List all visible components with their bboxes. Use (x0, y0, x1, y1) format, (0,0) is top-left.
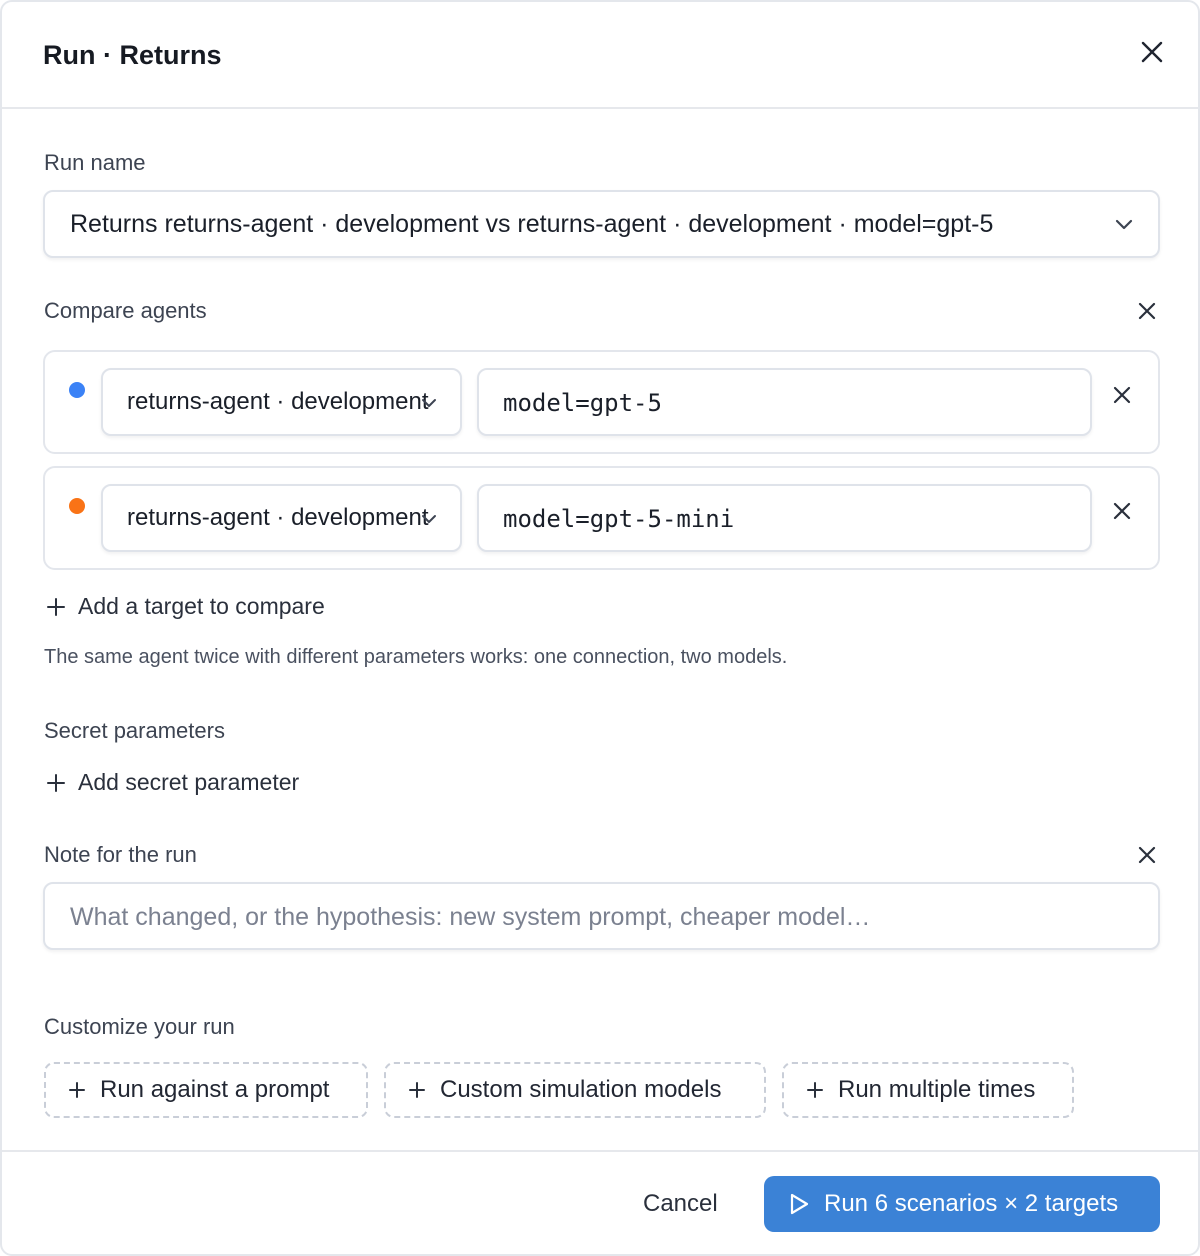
target-row (43, 350, 1160, 454)
run-multiple-times-chip[interactable] (782, 1062, 1074, 1118)
remove-compare-section-icon[interactable] (1136, 300, 1158, 322)
agent-select-value: returns-agent · development (127, 388, 429, 415)
remove-note-icon[interactable] (1136, 844, 1158, 866)
cancel-button[interactable]: Cancel (643, 1190, 718, 1217)
run-name-label: Run name (44, 150, 146, 175)
remove-target-icon[interactable] (1111, 500, 1133, 522)
agent-select[interactable] (101, 368, 462, 436)
run-against-prompt-chip[interactable] (44, 1062, 368, 1118)
params-input[interactable] (477, 484, 1092, 552)
chip-label: Run against a prompt (100, 1076, 330, 1103)
run-name-value: Returns returns-agent · development vs returns-agent · development · model=gpt-5 (70, 210, 994, 238)
plus-icon (408, 1081, 426, 1099)
dialog-header (2, 2, 1198, 109)
params-value: model=gpt-5 (503, 389, 662, 417)
plus-icon (46, 597, 66, 617)
params-input[interactable] (477, 368, 1092, 436)
agent-select[interactable] (101, 484, 462, 552)
params-value: model=gpt-5-mini (503, 505, 735, 533)
add-target-label: Add a target to compare (78, 593, 325, 619)
note-placeholder: What changed, or the hypothesis: new system prompt, cheaper model… (70, 903, 871, 931)
note-input[interactable] (43, 882, 1160, 950)
plus-icon (806, 1081, 824, 1099)
agent-select-value: returns-agent · development (127, 504, 429, 531)
customize-label: Customize your run (44, 1014, 235, 1039)
plus-icon (46, 773, 66, 793)
target-row (43, 466, 1160, 570)
compare-hint: The same agent twice with different parameters works: one connection, two models. (44, 646, 788, 668)
add-secret-parameter-label: Add secret parameter (78, 769, 300, 795)
chip-label: Custom simulation models (440, 1076, 722, 1103)
custom-simulation-models-chip[interactable] (384, 1062, 766, 1118)
run-button-label: Run 6 scenarios × 2 targets (824, 1190, 1119, 1217)
dialog-title: Run · Returns (43, 40, 222, 70)
target-color-dot (69, 382, 85, 398)
add-secret-parameter-button[interactable] (46, 769, 299, 796)
run-button[interactable] (764, 1176, 1160, 1232)
chevron-down-icon (420, 512, 438, 526)
secret-parameters-label: Secret parameters (44, 718, 225, 743)
compare-agents-label: Compare agents (44, 298, 207, 323)
add-target-button[interactable] (46, 593, 325, 620)
plus-icon (68, 1081, 86, 1099)
run-name-select[interactable] (43, 190, 1160, 258)
chevron-down-icon (420, 396, 438, 410)
close-icon[interactable] (1138, 38, 1166, 66)
remove-target-icon[interactable] (1111, 384, 1133, 406)
chip-label: Run multiple times (838, 1076, 1036, 1103)
note-label: Note for the run (44, 842, 197, 867)
target-color-dot (69, 498, 85, 514)
chevron-down-icon (1113, 216, 1135, 232)
play-icon (788, 1192, 810, 1216)
